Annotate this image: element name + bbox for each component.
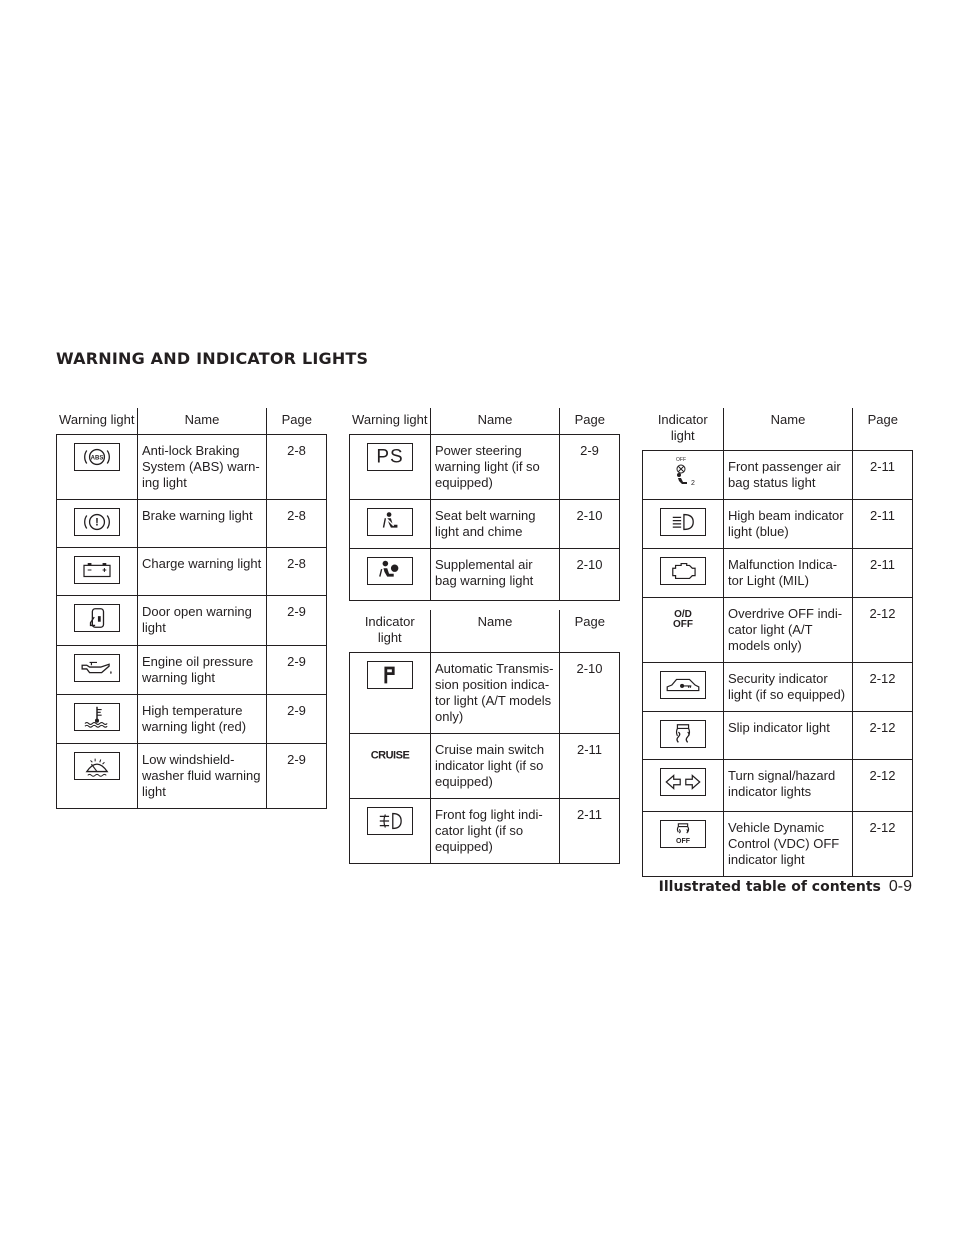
footer-title: Illustrated table of contents (658, 879, 881, 895)
table-row (350, 435, 620, 500)
vdc-off-icon (660, 820, 706, 848)
light-name: Slip indicator light (724, 712, 853, 760)
light-name: Front fog light indi- cator light (if so equipped) (431, 799, 560, 864)
header-light: Warning light (350, 408, 431, 435)
light-name: Door open warning light (138, 596, 267, 646)
light-name: Turn signal/hazard indicator lights (724, 760, 853, 812)
header-page: Page (267, 408, 327, 435)
table-row (643, 500, 913, 549)
icon-label: PS (376, 446, 404, 468)
table-row (350, 653, 620, 734)
page-ref: 2-12 (853, 598, 913, 663)
light-name: Automatic Transmis- sion position indica- tor light (A/T models only) (431, 653, 560, 734)
footer-page-number: 0-9 (888, 878, 912, 895)
light-name: Engine oil pressure warning light (138, 646, 267, 695)
warning-lights-table-1 (56, 408, 327, 809)
light-name: Supplemental air bag warning light (431, 549, 560, 601)
abs-warning-icon (74, 443, 120, 471)
table-row (57, 695, 327, 744)
page-ref: 2-12 (853, 663, 913, 712)
header-name: Name (431, 610, 560, 653)
light-name: Front passenger air bag status light (724, 451, 853, 500)
page-ref: 2-8 (267, 435, 327, 500)
cruise-icon (367, 742, 413, 770)
page-ref: 2-9 (267, 646, 327, 695)
table-row (643, 663, 913, 712)
table-row (643, 598, 913, 663)
indicator-lights-table-2 (642, 408, 913, 877)
page-ref: 2-10 (560, 653, 620, 734)
svg-text:ABS: ABS (90, 455, 104, 462)
warning-lights-table-2 (349, 408, 620, 601)
door-open-icon (74, 604, 120, 632)
header-name: Name (724, 408, 853, 451)
table-row (643, 712, 913, 760)
page-ref: 2-12 (853, 760, 913, 812)
light-name: High temperature warning light (red) (138, 695, 267, 744)
table-row (57, 596, 327, 646)
light-name: Cruise main switch indicator light (if so equipped) (431, 734, 560, 799)
icon-label: CRUISE (370, 749, 410, 762)
icon-label: OFF (676, 457, 686, 463)
page-ref: 2-11 (853, 500, 913, 549)
table-row (57, 435, 327, 500)
table-row (643, 451, 913, 500)
light-name: Overdrive OFF indi- cator light (A/T models only) (724, 598, 853, 663)
check-engine-icon (660, 557, 706, 585)
table-row (57, 500, 327, 548)
table-row (57, 548, 327, 596)
header-light: Indicator light (643, 408, 724, 451)
page-ref: 2-11 (853, 549, 913, 598)
page-ref: 2-12 (853, 812, 913, 877)
light-name: Anti-lock Braking System (ABS) warn- ing light (138, 435, 267, 500)
airbag-icon (367, 557, 413, 585)
power-steering-icon (367, 443, 413, 471)
light-name: Brake warning light (138, 500, 267, 548)
page-ref: 2-12 (853, 712, 913, 760)
section-title: WARNING AND INDICATOR LIGHTS (56, 349, 369, 368)
table-row (350, 500, 620, 549)
table-row (57, 646, 327, 695)
front-fog-light-icon (367, 807, 413, 835)
light-name: Seat belt warning light and chime (431, 500, 560, 549)
icon-label: O/D OFF (673, 609, 693, 630)
high-beam-icon (660, 508, 706, 536)
header-light: Warning light (57, 408, 138, 435)
light-name: Charge warning light (138, 548, 267, 596)
page-ref: 2-8 (267, 500, 327, 548)
page-ref: 2-8 (267, 548, 327, 596)
security-car-key-icon (660, 671, 706, 699)
light-name: Security indicator light (if so equipped) (724, 663, 853, 712)
seat-belt-icon (367, 508, 413, 536)
header-name: Name (431, 408, 560, 435)
page-ref: 2-11 (560, 734, 620, 799)
park-position-icon (367, 661, 413, 689)
table-row (643, 549, 913, 598)
page-ref: 2-11 (853, 451, 913, 500)
indicator-lights-table-1 (349, 610, 620, 864)
svg-text:2: 2 (691, 480, 695, 487)
page-ref: 2-9 (267, 596, 327, 646)
slip-indicator-icon (660, 720, 706, 748)
page-ref: 2-10 (560, 549, 620, 601)
charge-battery-icon (74, 556, 120, 584)
light-name: High beam indicator light (blue) (724, 500, 853, 549)
header-page: Page (853, 408, 913, 451)
page-ref: 2-9 (560, 435, 620, 500)
page-ref: 2-9 (267, 695, 327, 744)
light-name: Power steering warning light (if so equipped) (431, 435, 560, 500)
header-light: Indicator light (350, 610, 431, 653)
washer-fluid-icon (74, 752, 120, 780)
light-name: Vehicle Dynamic Control (VDC) OFF indicator light (724, 812, 853, 877)
page-footer (659, 878, 912, 896)
light-name: Low windshield- washer fluid warning light (138, 744, 267, 809)
page-ref: 2-10 (560, 500, 620, 549)
table-row (643, 760, 913, 812)
table-row (350, 799, 620, 864)
passenger-airbag-off-icon (660, 459, 706, 487)
icon-label: OFF (676, 838, 690, 845)
table-row (350, 549, 620, 601)
header-name: Name (138, 408, 267, 435)
overdrive-off-icon (660, 606, 706, 634)
header-page: Page (560, 408, 620, 435)
svg-text:!: ! (95, 516, 99, 529)
page-ref: 2-9 (267, 744, 327, 809)
table-row (57, 744, 327, 809)
oil-pressure-icon (74, 654, 120, 682)
table-row (350, 734, 620, 799)
page-ref: 2-11 (560, 799, 620, 864)
brake-warning-icon (74, 508, 120, 536)
turn-signal-icon (660, 768, 706, 796)
header-page: Page (560, 610, 620, 653)
coolant-temperature-icon (74, 703, 120, 731)
light-name: Malfunction Indica- tor Light (MIL) (724, 549, 853, 598)
table-row (643, 812, 913, 877)
